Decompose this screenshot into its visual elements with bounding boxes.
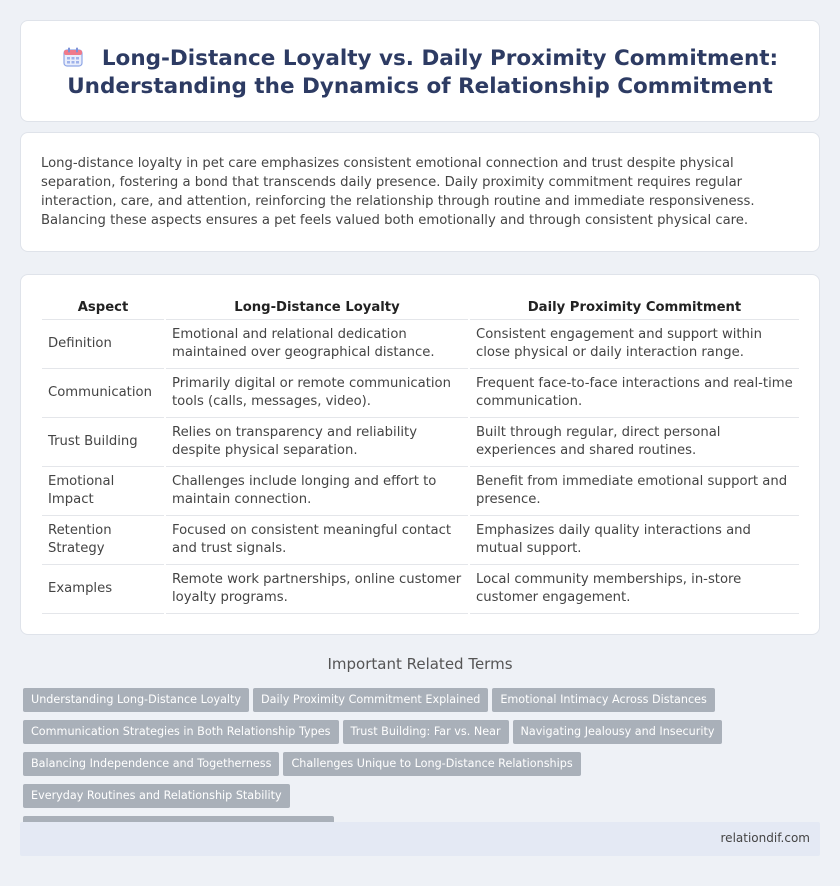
page-title-text: Long-Distance Loyalty vs. Daily Proximity Commitment: Understanding the Dynamics of Relationship Commitment <box>67 46 779 99</box>
related-term-tag[interactable]: Everyday Routines and Relationship Stability <box>23 784 290 808</box>
related-term-tag[interactable]: Communication Strategies in Both Relationship Types <box>23 720 339 744</box>
related-terms-heading: Important Related Terms <box>327 655 513 673</box>
long-distance-cell: Challenges include longing and effort to maintain connection. <box>165 467 469 516</box>
daily-proximity-cell: Local community memberships, in-store customer engagement. <box>469 565 799 614</box>
daily-proximity-cell: Consistent engagement and support within close physical or daily interaction range. <box>469 320 799 369</box>
intro-paragraph: Long-distance loyalty in pet care emphasizes consistent emotional connection and trust despite physical separation, fostering a bond that transcends daily presence. Daily proximity commitment requires regular interaction, care, and attention, reinforcing the relationship through routine and immediate responsiveness. Balancing these aspects ensures a pet feels valued both emotionally and through consistent physical care. <box>41 156 755 228</box>
related-term-tag[interactable]: Understanding Long-Distance Loyalty <box>23 688 249 712</box>
column-header-long-distance: Long-Distance Loyalty <box>165 295 469 320</box>
comparison-table <box>42 295 799 614</box>
related-term-tag[interactable]: Navigating Jealousy and Insecurity <box>513 720 723 744</box>
related-term-tag[interactable]: Balancing Independence and Togetherness <box>23 752 279 776</box>
comparison-table-card <box>20 274 820 635</box>
aspect-cell: Communication <box>42 369 165 418</box>
calendar-icon <box>62 46 84 68</box>
long-distance-cell: Primarily digital or remote communication tools (calls, messages, video). <box>165 369 469 418</box>
table-row <box>42 320 799 369</box>
daily-proximity-cell: Emphasizes daily quality interactions and mutual support. <box>469 516 799 565</box>
related-term-tag[interactable]: Challenges Unique to Long-Distance Relationships <box>283 752 580 776</box>
table-row <box>42 467 799 516</box>
aspect-cell: Retention Strategy <box>42 516 165 565</box>
long-distance-cell: Relies on transparency and reliability despite physical separation. <box>165 418 469 467</box>
footer-site-link[interactable]: relationdif.com <box>720 831 810 845</box>
aspect-cell: Emotional Impact <box>42 467 165 516</box>
daily-proximity-cell: Benefit from immediate emotional support and presence. <box>469 467 799 516</box>
related-term-tag[interactable]: Daily Proximity Commitment Explained <box>253 688 488 712</box>
related-term-tag[interactable]: Trust Building: Far vs. Near <box>343 720 509 744</box>
long-distance-cell: Focused on consistent meaningful contact and trust signals. <box>165 516 469 565</box>
daily-proximity-cell: Frequent face-to-face interactions and real-time communication. <box>469 369 799 418</box>
title-card <box>20 20 820 122</box>
table-row <box>42 369 799 418</box>
aspect-cell: Examples <box>42 565 165 614</box>
aspect-cell: Definition <box>42 320 165 369</box>
intro-card <box>20 132 820 252</box>
table-header-row <box>42 295 799 320</box>
page-title <box>21 21 819 101</box>
column-header-aspect: Aspect <box>42 295 165 320</box>
column-header-daily-proximity: Daily Proximity Commitment <box>469 295 799 320</box>
daily-proximity-cell: Built through regular, direct personal experiences and shared routines. <box>469 418 799 467</box>
table-row <box>42 418 799 467</box>
long-distance-cell: Emotional and relational dedication maintained over geographical distance. <box>165 320 469 369</box>
related-term-tag[interactable]: Emotional Intimacy Across Distances <box>492 688 715 712</box>
aspect-cell: Trust Building <box>42 418 165 467</box>
table-row <box>42 565 799 614</box>
long-distance-cell: Remote work partnerships, online customer loyalty programs. <box>165 565 469 614</box>
table-row <box>42 516 799 565</box>
footer <box>20 822 820 856</box>
